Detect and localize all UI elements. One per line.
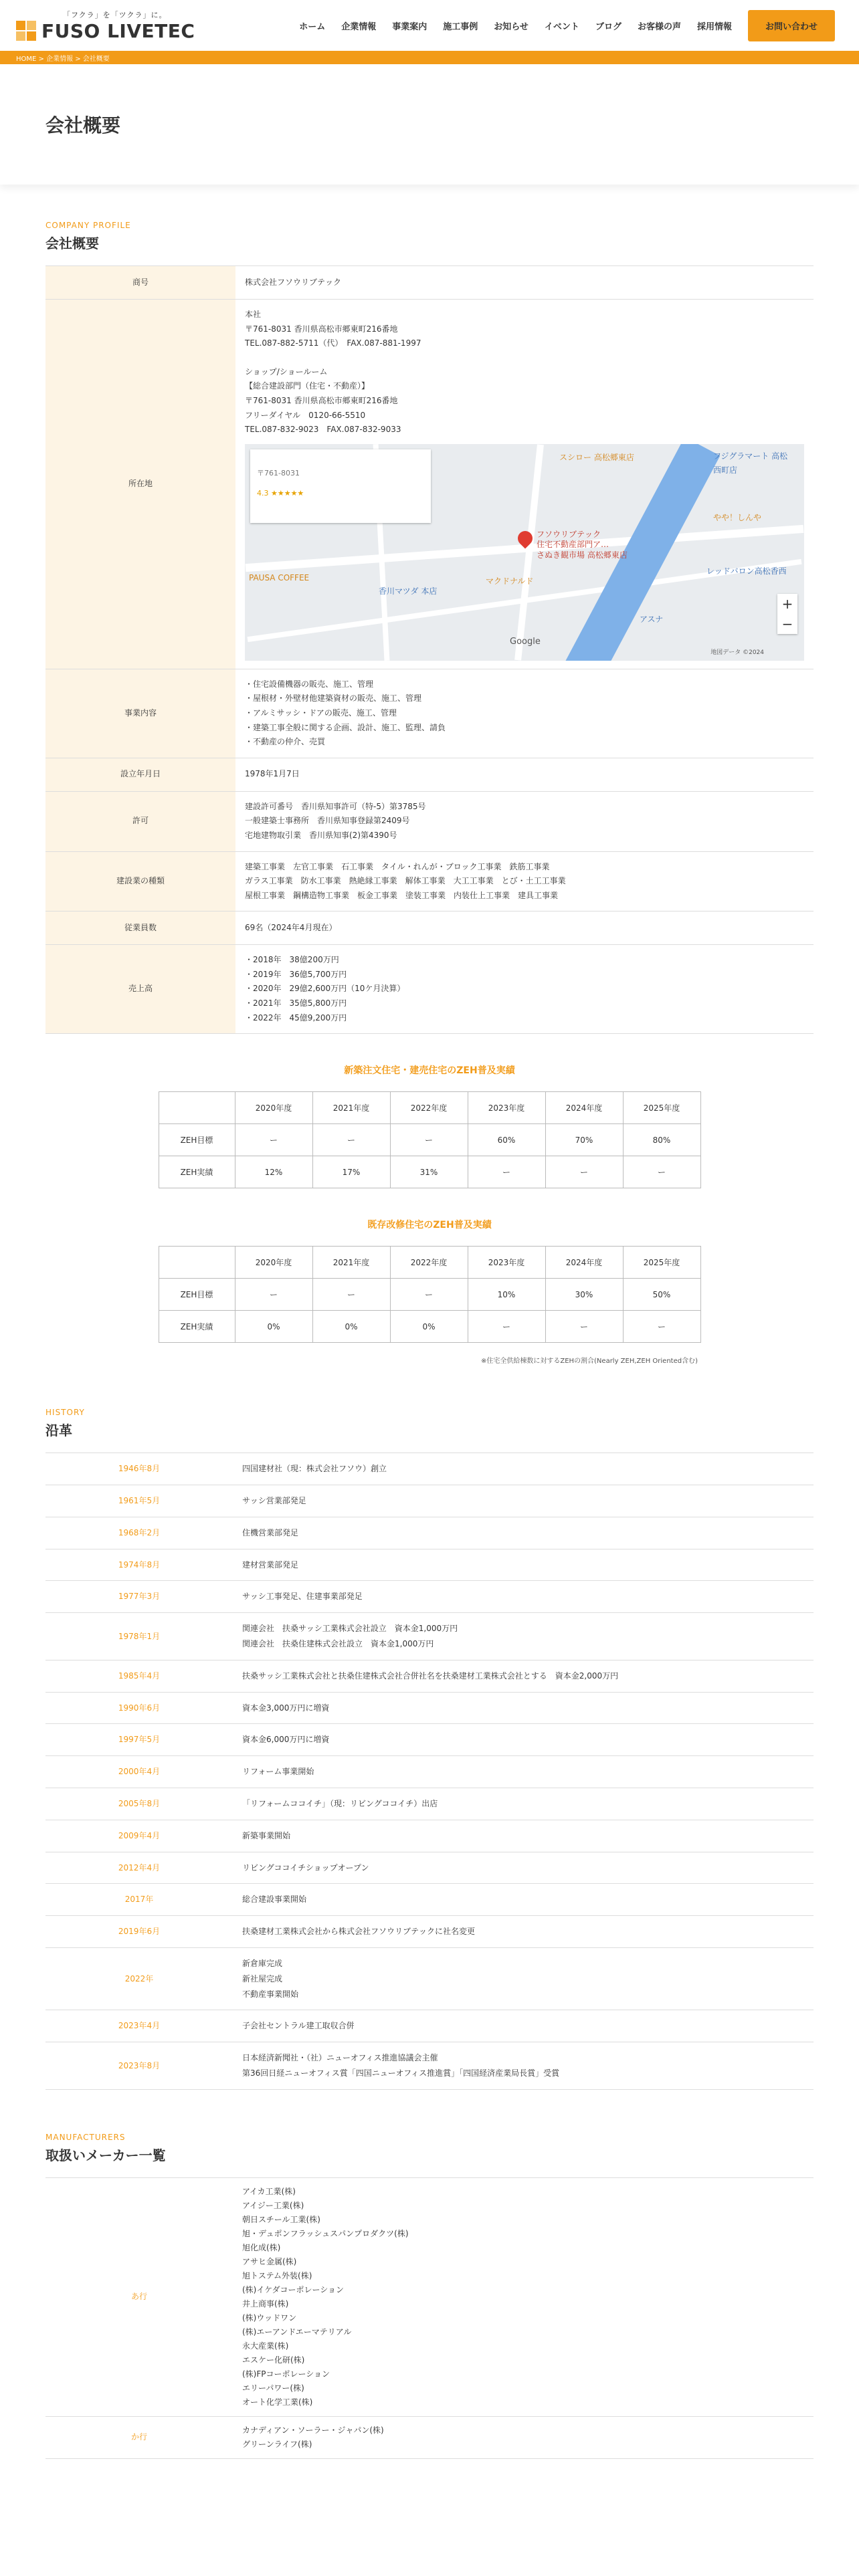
history-year: 1977年3月 [45, 1581, 233, 1613]
list-item: 一般建築士事務所 香川県知事登録第2409号 [245, 816, 410, 826]
spacer [245, 351, 804, 365]
section-eyebrow: COMPANY PROFILE [45, 221, 131, 230]
map-postal: 〒761-8031 [257, 468, 300, 477]
zeh-new-table [159, 1091, 701, 1188]
list-item: ・2018年 38億200万円 [245, 955, 339, 965]
table-row [45, 945, 814, 1034]
row-label: 従業員数 [45, 911, 235, 945]
table-cell: 17% [312, 1156, 390, 1188]
table-cell: ー [390, 1279, 468, 1311]
row-label: 所在地 [45, 300, 235, 669]
list-item: ・2022年 45億9,200万円 [245, 1012, 347, 1023]
row-label: 事業内容 [45, 669, 235, 758]
table-row [45, 1453, 814, 1485]
history-year: 2019年6月 [45, 1916, 233, 1948]
row-header: ZEH目標 [159, 1124, 235, 1156]
map-copyright: 地図データ ©2024 [710, 649, 764, 656]
history-year: 1946年8月 [45, 1453, 233, 1485]
table-row [45, 2416, 814, 2458]
table-row [159, 1092, 700, 1124]
map-poi: マクドナルド [486, 576, 534, 586]
maker-category: か行 [45, 2416, 233, 2458]
history-year: 1990年6月 [45, 1692, 233, 1724]
map-poi: アスナ [640, 614, 664, 624]
google-logo: Google [510, 637, 541, 647]
table-row [45, 266, 814, 300]
history-text: 子会社セントラル建工取収合併 [233, 2010, 814, 2042]
table-cell: ー [235, 1279, 312, 1311]
contact-button[interactable]: お問い合わせ [748, 10, 835, 41]
history-year: 2000年4月 [45, 1756, 233, 1788]
list-item: ・2020年 29億2,600万円（10ケ月決算） [245, 984, 405, 994]
column-header: 2021年度 [312, 1247, 390, 1279]
table-row [45, 1517, 814, 1549]
address-line: ショップ/ショールーム [245, 366, 328, 377]
logo-tagline: 「フクラ」を「ツクラ」に。 [63, 10, 167, 19]
pin-label-line: フソウリブテック [537, 529, 601, 539]
address-line: 【総合建設部門（住宅・不動産）】 [245, 381, 370, 391]
history-year: 1985年4月 [45, 1660, 233, 1692]
maker-names: アイカ工業(株) アイジー工業(株) 朝日スチール工業(株) 旭・デュポンフラッシュスパンプロダクツ(株) 旭化成(株) アサヒ金属(株) 旭トステム外装(株) (株)イケダコーポレーション 井上商事(株) (株)ウッドワン (株)エーアンドエーマテリアル 永大産業(株) エスケー化研(株) (株)FPコーポレーション エリーパワー(株) オート化学工業(株) [233, 2177, 814, 2416]
section-eyebrow: HISTORY [45, 1408, 85, 1418]
nav-events[interactable]: イベント [544, 21, 579, 32]
column-header: 2020年度 [235, 1092, 312, 1124]
address-line: 〒761-8031 香川県高松市郷東町216番地 [245, 324, 398, 334]
list-item: ・住宅設備機器の販売、施工、管理 [245, 679, 374, 689]
row-header: ZEH実績 [159, 1311, 235, 1343]
map-zoom-control[interactable] [777, 594, 797, 634]
history-year: 1961年5月 [45, 1485, 233, 1517]
table-cell: ー [390, 1124, 468, 1156]
nav-business[interactable]: 事業案内 [392, 21, 427, 32]
column-header: 2023年度 [468, 1092, 545, 1124]
table-row [45, 1852, 814, 1884]
table-cell: 80% [623, 1124, 700, 1156]
nav-news[interactable]: お知らせ [494, 21, 529, 32]
table-cell [159, 1092, 235, 1124]
table-cell: ー [623, 1311, 700, 1343]
column-header: 2024年度 [545, 1247, 623, 1279]
table-row [45, 1613, 814, 1660]
history-text: 総合建設事業開始 [233, 1884, 814, 1916]
list-item: 建設許可番号 香川県知事許可（特-5）第3785号 [245, 801, 426, 811]
maker-names: カナディアン・ソーラー・ジャパン(株) グリーンライフ(株) [233, 2416, 814, 2458]
row-value [235, 791, 814, 851]
history-year: 2022年 [45, 1948, 233, 2010]
table-cell: 50% [623, 1279, 700, 1311]
table-row [45, 911, 814, 945]
row-label: 設立年月日 [45, 758, 235, 791]
column-header: 2022年度 [390, 1092, 468, 1124]
table-row [45, 1820, 814, 1852]
history-text: リフォーム事業開始 [233, 1756, 814, 1788]
table-row [45, 2042, 814, 2090]
history-text: 建材営業部発足 [233, 1549, 814, 1581]
history-text: 新築事業開始 [233, 1820, 814, 1852]
nav-recruit[interactable]: 採用情報 [696, 21, 732, 32]
history-text: 「リフォームココイチ」（現：リビングココイチ）出店 [233, 1788, 814, 1820]
maker-category: あ行 [45, 2177, 233, 2416]
zeh-new-title: 新築注文住宅・建売住宅のZEH普及実績 [344, 1065, 515, 1077]
history-year: 1978年1月 [45, 1613, 233, 1660]
table-row [45, 669, 814, 758]
list-item: ・2021年 35億5,800万円 [245, 998, 347, 1008]
table-cell: 70% [545, 1124, 623, 1156]
history-year: 2017年 [45, 1884, 233, 1916]
history-text: 扶桑建材工業株式会社から株式会社フソウリブテックに社名変更 [233, 1916, 814, 1948]
logo-mark-icon [16, 21, 36, 41]
column-header: 2021年度 [312, 1092, 390, 1124]
zoom-out-icon[interactable]: − [781, 615, 793, 632]
breadcrumb[interactable]: HOME > 企業情報 > 会社概要 [0, 51, 859, 64]
table-cell: ー [545, 1311, 623, 1343]
table-cell: 31% [390, 1156, 468, 1188]
column-header: 2024年度 [545, 1092, 623, 1124]
table-row [45, 1756, 814, 1788]
table-row [45, 851, 814, 911]
table-cell: 0% [390, 1311, 468, 1343]
column-header: 2023年度 [468, 1247, 545, 1279]
profile-table [45, 265, 814, 1034]
table-cell: ー [545, 1156, 623, 1188]
table-row [45, 2177, 814, 2416]
map-rating: 4.3 ★★★★★ [257, 488, 304, 498]
history-text: 資本金3,000万円に増資 [233, 1692, 814, 1724]
row-value [235, 851, 814, 911]
page-title-banner [0, 64, 859, 185]
row-label: 商号 [45, 266, 235, 300]
map-poi: 香川マツダ 本店 [379, 586, 438, 596]
history-year: 2023年4月 [45, 2010, 233, 2042]
history-year: 2005年8月 [45, 1788, 233, 1820]
table-cell: 12% [235, 1156, 312, 1188]
history-year: 1974年8月 [45, 1549, 233, 1581]
list-item: 宅地建物取引業 香川県知事(2)第4390号 [245, 830, 397, 840]
table-row [159, 1156, 700, 1188]
row-value: 1978年1月7日 [235, 758, 814, 791]
map-poi: レッドバロン高松香西 [706, 566, 787, 576]
zeh-existing-title: 既存改修住宅のZEH普及実績 [367, 1220, 492, 1231]
map-pin-label [537, 530, 628, 561]
table-row [45, 1724, 814, 1756]
row-label: 売上高 [45, 945, 235, 1034]
section-title: 取扱いメーカー一覧 [45, 2147, 166, 2163]
table-cell: 0% [312, 1311, 390, 1343]
table-row [159, 1247, 700, 1279]
history-year: 1968年2月 [45, 1517, 233, 1549]
table-row [45, 1549, 814, 1581]
history-text: 住機営業部発足 [233, 1517, 814, 1549]
manufacturers-section [0, 2133, 859, 2459]
table-cell: ー [623, 1156, 700, 1188]
table-row [159, 1279, 700, 1311]
nav-company[interactable]: 企業情報 [341, 21, 377, 32]
history-text: 日本経済新聞社・（社）ニューオフィス推進協議会主催 第36回日経ニューオフィス賞「四国ニューオフィス推進賞」「四国経済産業局長賞」受賞 [233, 2042, 814, 2090]
row-value: 株式会社フソウリブテック [235, 266, 814, 300]
nav-voices[interactable]: お客様の声 [637, 21, 681, 32]
history-year: 1997年5月 [45, 1724, 233, 1756]
zeh-note: ※住宅全供給棟数に対するZEHの割合(Nearly ZEH,ZEH Oriented含む) [480, 1358, 698, 1366]
zoom-in-icon[interactable]: + [781, 595, 793, 612]
table-row [45, 1788, 814, 1820]
history-text: 関連会社 扶桑サッシ工業株式会社設立 資本金1,000万円 関連会社 扶桑住建株式会社設立 資本金1,000万円 [233, 1613, 814, 1660]
table-row [45, 1581, 814, 1613]
list-item: ・アルミサッシ・ドアの販売、施工、管理 [245, 708, 397, 718]
column-header: 2025年度 [623, 1247, 700, 1279]
zeh-existing-table [159, 1246, 701, 1343]
list-item: ・屋根材・外壁材他建築資材の販売、施工、管理 [245, 693, 422, 704]
history-section [0, 1408, 859, 2090]
company-profile-section [0, 221, 859, 1365]
table-cell: 60% [468, 1124, 545, 1156]
section-eyebrow: MANUFACTURERS [45, 2132, 126, 2142]
table-cell: 10% [468, 1279, 545, 1311]
table-row [159, 1124, 700, 1156]
pin-label-line: 住宅不動産部門ア… [537, 540, 609, 550]
list-item: ・2019年 36億5,700万円 [245, 969, 347, 979]
list-item: ・不動産の仲介、売買 [245, 737, 326, 747]
history-year: 2012年4月 [45, 1852, 233, 1884]
history-text: 資本金6,000万円に増資 [233, 1724, 814, 1756]
address-line: 〒761-8031 香川県高松市郷東町216番地 [245, 395, 398, 405]
table-cell: 0% [235, 1311, 312, 1343]
column-header: 2022年度 [390, 1247, 468, 1279]
table-row [45, 1660, 814, 1692]
table-row [45, 300, 814, 669]
table-cell [159, 1247, 235, 1279]
table-row [45, 758, 814, 791]
address-cell [235, 300, 814, 669]
map-poi: やや！しんや [713, 512, 762, 522]
history-table [45, 1453, 814, 2090]
table-cell: ー [312, 1124, 390, 1156]
address-line: TEL.087-882-5711（代） FAX.087-881-1997 [245, 338, 421, 348]
site-header [0, 0, 859, 51]
row-label: 許可 [45, 791, 235, 851]
row-value [235, 669, 814, 758]
address-line: フリーダイヤル 0120-66-5510 [245, 410, 366, 420]
list-item: ・建築工事全般に関する企画、設計、施工、監理、請負 [245, 722, 446, 732]
history-text: サッシ営業部発足 [233, 1485, 814, 1517]
nav-blog[interactable]: ブログ [595, 21, 622, 32]
table-cell: ー [312, 1279, 390, 1311]
history-year: 2023年8月 [45, 2042, 233, 2090]
table-row [45, 2010, 814, 2042]
address-line: TEL.087-832-9023 FAX.087-832-9033 [245, 425, 401, 435]
page-title: 会社概要 [45, 114, 121, 136]
global-nav [291, 10, 843, 41]
history-text: 新倉庫完成 新社屋完成 不動産事業開始 [233, 1948, 814, 2010]
history-text: 扶桑サッシ工業株式会社と扶桑住建株式会社合併社名を扶桑建材工業株式会社とする 資本金2,000万円 [233, 1660, 814, 1692]
row-header: ZEH実績 [159, 1156, 235, 1188]
logo-text: FUSO LIVETEC [41, 19, 195, 42]
table-row [45, 1485, 814, 1517]
site-logo[interactable] [16, 9, 195, 42]
section-title: 沿革 [45, 1422, 72, 1439]
table-cell: ー [468, 1311, 545, 1343]
pin-label-line: さぬき観市場 高松郷東店 [537, 550, 628, 560]
list-item: ガラス工事業 防水工事業 熱絶縁工事業 解体工事業 大工工事業 とび・土工工事業 [245, 876, 566, 886]
map-poi: スシロー 高松郷東店 [559, 452, 634, 462]
column-header: 2020年度 [235, 1247, 312, 1279]
history-text: リビングココイチショップオープン [233, 1852, 814, 1884]
nav-home[interactable]: ホーム [299, 21, 326, 32]
row-value [235, 945, 814, 1034]
row-label: 建設業の種類 [45, 851, 235, 911]
row-value: 69名（2024年4月現在） [235, 911, 814, 945]
nav-works[interactable]: 施工事例 [443, 21, 478, 32]
section-title: 会社概要 [45, 235, 99, 251]
history-text: サッシ工事発足、住建事業部発足 [233, 1581, 814, 1613]
table-row [45, 1916, 814, 1948]
map-poi: PAUSA COFFEE [249, 572, 310, 582]
map-place-card[interactable] [250, 449, 431, 523]
map-poi: フジグラマート 高松西町店 [713, 451, 788, 475]
address-line: 本社 [245, 310, 262, 319]
history-year: 2009年4月 [45, 1820, 233, 1852]
column-header: 2025年度 [623, 1092, 700, 1124]
table-cell: ー [235, 1124, 312, 1156]
history-text: 四国建材社（現：株式会社フソウ）創立 [233, 1453, 814, 1485]
manufacturers-table [45, 2177, 814, 2459]
table-row [45, 1884, 814, 1916]
table-row [45, 791, 814, 851]
table-cell: 30% [545, 1279, 623, 1311]
row-header: ZEH目標 [159, 1279, 235, 1311]
list-item: 建築工事業 左官工事業 石工事業 タイル・れんが・ブロック工事業 鉄筋工事業 [245, 861, 550, 871]
table-row [159, 1311, 700, 1343]
table-row [45, 1948, 814, 2010]
table-row [45, 1692, 814, 1724]
google-map[interactable] [245, 444, 804, 661]
table-cell: ー [468, 1156, 545, 1188]
list-item: 屋根工事業 鋼構造物工事業 板金工事業 塗装工事業 内装仕上工事業 建具工事業 [245, 890, 559, 900]
